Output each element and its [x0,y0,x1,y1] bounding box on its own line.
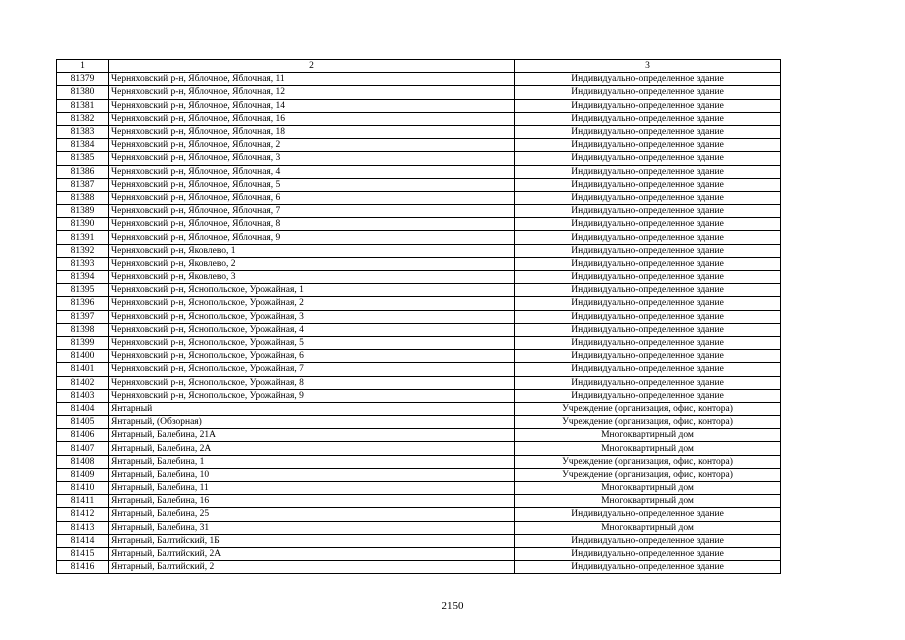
row-number-cell: 81388 [57,191,109,204]
address-cell: Черняховский р-н, Яснопольское, Урожайная, 4 [109,323,515,336]
building-type-cell: Учреждение (организация, офис, контора) [515,416,781,429]
table-row [57,350,781,363]
header-cell-1: 1 [57,60,109,73]
row-number-cell: 81404 [57,402,109,415]
document-table [56,59,781,574]
row-number-cell: 81379 [57,73,109,86]
table-row [57,284,781,297]
address-cell: Черняховский р-н, Яблочное, Яблочная, 5 [109,178,515,191]
table-row [57,468,781,481]
table-row [57,442,781,455]
building-type-cell: Учреждение (организация, офис, контора) [515,402,781,415]
building-type-cell: Учреждение (организация, офис, контора) [515,468,781,481]
row-number-cell: 81397 [57,310,109,323]
address-cell: Черняховский р-н, Яблочное, Яблочная, 11 [109,73,515,86]
address-cell: Черняховский р-н, Яблочное, Яблочная, 14 [109,99,515,112]
address-cell: Черняховский р-н, Яблочное, Яблочная, 9 [109,231,515,244]
building-type-cell: Индивидуально-определенное здание [515,86,781,99]
building-type-cell: Индивидуально-определенное здание [515,165,781,178]
row-number-cell: 81385 [57,152,109,165]
building-type-cell: Индивидуально-определенное здание [515,284,781,297]
row-number-cell: 81408 [57,455,109,468]
address-cell: Янтарный, Балтийский, 1Б [109,534,515,547]
table-row [57,297,781,310]
table-row [57,389,781,402]
address-cell: Черняховский р-н, Яковлево, 1 [109,244,515,257]
building-type-cell: Индивидуально-определенное здание [515,534,781,547]
row-number-cell: 81382 [57,112,109,125]
row-number-cell: 81405 [57,416,109,429]
address-cell: Черняховский р-н, Яблочное, Яблочная, 6 [109,191,515,204]
building-type-cell: Индивидуально-определенное здание [515,205,781,218]
building-type-cell: Индивидуально-определенное здание [515,363,781,376]
table-body [57,60,781,574]
address-cell: Черняховский р-н, Яснопольское, Урожайная, 5 [109,336,515,349]
row-number-cell: 81383 [57,125,109,138]
page-number: 2150 [441,600,464,612]
row-number-cell: 81384 [57,139,109,152]
address-cell: Янтарный, Балебина, 11 [109,482,515,495]
table-row [57,244,781,257]
row-number-cell: 81403 [57,389,109,402]
row-number-cell: 81416 [57,561,109,574]
address-cell: Черняховский р-н, Яблочное, Яблочная, 18 [109,125,515,138]
address-cell: Черняховский р-н, Яблочное, Яблочная, 7 [109,205,515,218]
row-number-cell: 81400 [57,350,109,363]
row-number-cell: 81410 [57,482,109,495]
row-number-cell: 81387 [57,178,109,191]
row-number-cell: 81395 [57,284,109,297]
table-row [57,402,781,415]
address-cell: Черняховский р-н, Яснопольское, Урожайная, 1 [109,284,515,297]
address-cell: Черняховский р-н, Яблочное, Яблочная, 4 [109,165,515,178]
building-type-cell: Многоквартирный дом [515,482,781,495]
table-row [57,231,781,244]
address-cell: Черняховский р-н, Яснопольское, Урожайная, 8 [109,376,515,389]
address-cell: Черняховский р-н, Яснопольское, Урожайная, 6 [109,350,515,363]
address-cell: Янтарный, Балебина, 16 [109,495,515,508]
building-type-cell: Многоквартирный дом [515,442,781,455]
address-cell: Черняховский р-н, Яблочное, Яблочная, 12 [109,86,515,99]
row-number-cell: 81394 [57,271,109,284]
building-type-cell: Индивидуально-определенное здание [515,152,781,165]
building-type-cell: Индивидуально-определенное здание [515,231,781,244]
address-cell: Черняховский р-н, Яблочное, Яблочная, 8 [109,218,515,231]
row-number-cell: 81393 [57,257,109,270]
row-number-cell: 81413 [57,521,109,534]
building-type-cell: Индивидуально-определенное здание [515,389,781,402]
address-cell: Черняховский р-н, Яковлево, 3 [109,271,515,284]
table-row [57,139,781,152]
building-type-cell: Индивидуально-определенное здание [515,336,781,349]
building-type-cell: Многоквартирный дом [515,521,781,534]
row-number-cell: 81414 [57,534,109,547]
table-row [57,561,781,574]
row-number-cell: 81406 [57,429,109,442]
address-cell: Черняховский р-н, Яблочное, Яблочная, 16 [109,112,515,125]
table-row [57,191,781,204]
row-number-cell: 81411 [57,495,109,508]
table-row [57,482,781,495]
building-type-cell: Учреждение (организация, офис, контора) [515,455,781,468]
table-row [57,534,781,547]
building-type-cell: Индивидуально-определенное здание [515,561,781,574]
row-number-cell: 81381 [57,99,109,112]
header-cell-2: 2 [109,60,515,73]
address-cell: Янтарный, Балтийский, 2 [109,561,515,574]
address-cell: Янтарный, Балебина, 1 [109,455,515,468]
row-number-cell: 81412 [57,508,109,521]
address-cell: Черняховский р-н, Яблочное, Яблочная, 2 [109,139,515,152]
building-type-cell: Индивидуально-определенное здание [515,257,781,270]
table-row [57,376,781,389]
building-type-cell: Индивидуально-определенное здание [515,112,781,125]
row-number-cell: 81402 [57,376,109,389]
table-row [57,86,781,99]
building-type-cell: Индивидуально-определенное здание [515,310,781,323]
table-row [57,271,781,284]
building-type-cell: Индивидуально-определенное здание [515,125,781,138]
building-type-cell: Индивидуально-определенное здание [515,323,781,336]
address-cell: Янтарный, Балебина, 10 [109,468,515,481]
table-row [57,165,781,178]
table-row [57,429,781,442]
row-number-cell: 81415 [57,547,109,560]
building-type-cell: Индивидуально-определенное здание [515,547,781,560]
table-row [57,125,781,138]
table-row [57,218,781,231]
table-row [57,336,781,349]
header-cell-3: 3 [515,60,781,73]
address-cell: Янтарный, Балебина, 2А [109,442,515,455]
row-number-cell: 81391 [57,231,109,244]
address-cell: Черняховский р-н, Яковлево, 2 [109,257,515,270]
table-row [57,73,781,86]
table-row [57,521,781,534]
row-number-cell: 81389 [57,205,109,218]
address-cell: Черняховский р-н, Яснопольское, Урожайная, 2 [109,297,515,310]
table-row [57,99,781,112]
row-number-cell: 81390 [57,218,109,231]
row-number-cell: 81396 [57,297,109,310]
building-type-cell: Индивидуально-определенное здание [515,350,781,363]
table-row [57,455,781,468]
building-type-cell: Индивидуально-определенное здание [515,139,781,152]
table-row [57,323,781,336]
building-type-cell: Индивидуально-определенное здание [515,99,781,112]
row-number-cell: 81398 [57,323,109,336]
table-row [57,508,781,521]
address-cell: Янтарный, (Обзорная) [109,416,515,429]
address-cell: Черняховский р-н, Яснопольское, Урожайная, 3 [109,310,515,323]
table-row [57,310,781,323]
building-type-cell: Многоквартирный дом [515,495,781,508]
address-cell: Янтарный, Балебина, 25 [109,508,515,521]
table-row [57,205,781,218]
table-row [57,363,781,376]
table-row [57,257,781,270]
building-type-cell: Многоквартирный дом [515,429,781,442]
row-number-cell: 81401 [57,363,109,376]
building-type-cell: Индивидуально-определенное здание [515,271,781,284]
address-cell: Янтарный [109,402,515,415]
table-row [57,416,781,429]
building-type-cell: Индивидуально-определенное здание [515,178,781,191]
address-cell: Янтарный, Балебина, 21А [109,429,515,442]
building-type-cell: Индивидуально-определенное здание [515,376,781,389]
table-header-row [57,60,781,73]
address-cell: Янтарный, Балтийский, 2А [109,547,515,560]
building-type-cell: Индивидуально-определенное здание [515,191,781,204]
row-number-cell: 81380 [57,86,109,99]
building-type-cell: Индивидуально-определенное здание [515,244,781,257]
row-number-cell: 81407 [57,442,109,455]
table-row [57,178,781,191]
table-row [57,152,781,165]
address-cell: Черняховский р-н, Яснопольское, Урожайная, 9 [109,389,515,402]
table-row [57,547,781,560]
building-type-cell: Индивидуально-определенное здание [515,508,781,521]
table-row [57,112,781,125]
building-type-cell: Индивидуально-определенное здание [515,218,781,231]
building-type-cell: Индивидуально-определенное здание [515,73,781,86]
table-row [57,495,781,508]
row-number-cell: 81409 [57,468,109,481]
building-type-cell: Индивидуально-определенное здание [515,297,781,310]
address-cell: Черняховский р-н, Яснопольское, Урожайная, 7 [109,363,515,376]
row-number-cell: 81399 [57,336,109,349]
row-number-cell: 81392 [57,244,109,257]
row-number-cell: 81386 [57,165,109,178]
address-cell: Янтарный, Балебина, 31 [109,521,515,534]
address-cell: Черняховский р-н, Яблочное, Яблочная, 3 [109,152,515,165]
